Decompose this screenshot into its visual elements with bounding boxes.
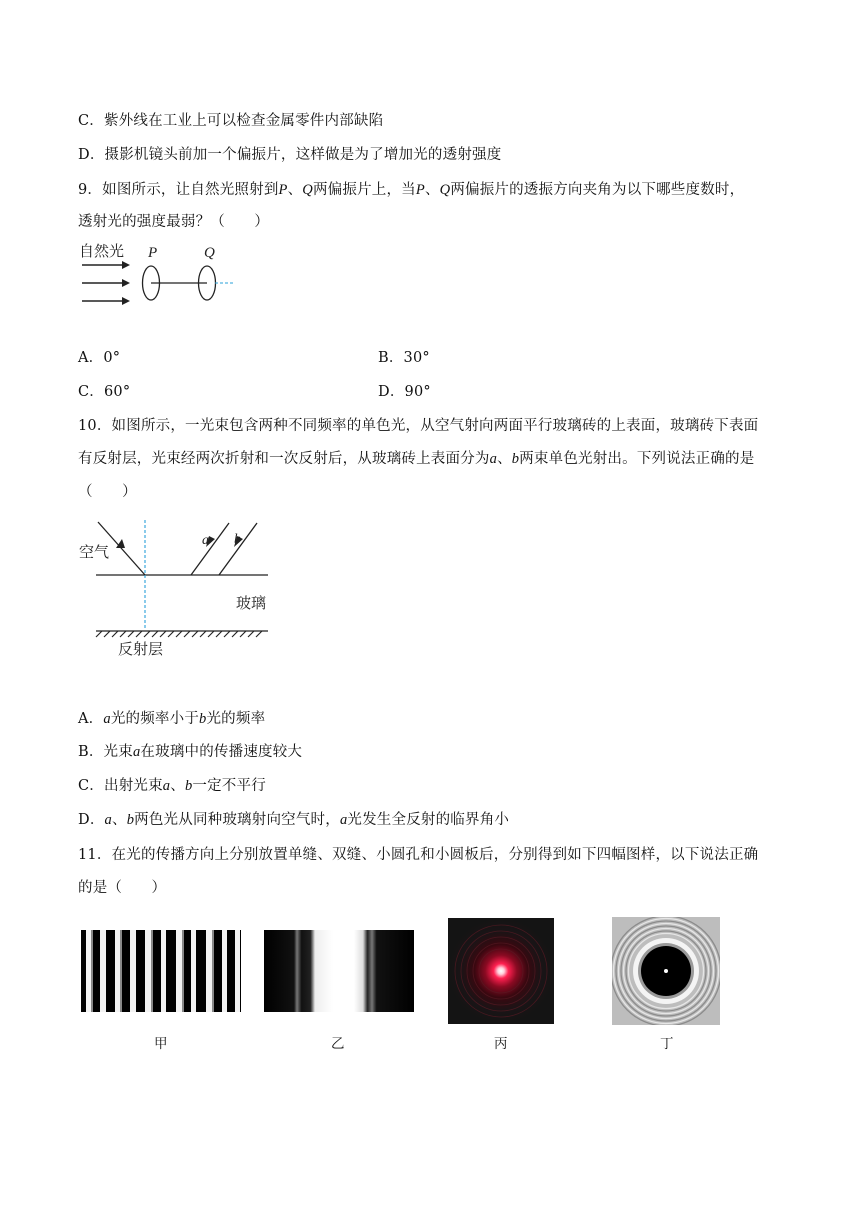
q9-label-p: P <box>148 245 158 261</box>
pattern-jia-image <box>81 930 241 1012</box>
pattern-yi-image <box>264 930 414 1012</box>
caption-yi: 乙 <box>331 1036 345 1052</box>
q10-stem-line3: （ ） <box>78 484 137 500</box>
q10-label-b: b <box>234 532 241 547</box>
q10-label-a: a <box>202 533 209 548</box>
q10-label-reflective-layer: 反射层 <box>118 640 164 658</box>
q8-option-d: D．摄影机镜头前加一个偏振片，这样做是为了增加光的透射强度 <box>78 147 502 163</box>
q10-stem-line2: 有反射层，光束经两次折射和一次反射后，从玻璃砖上表面分为a、b两束单色光射出。下列说法正确的是 <box>78 451 755 467</box>
pattern-bing-image <box>448 918 554 1024</box>
q11-stem-line1: 11．在光的传播方向上分别放置单缝、双缝、小圆孔和小圆板后，分别得到如下四幅图样，以下说法正确 <box>78 847 759 863</box>
q10-option-b: B．光束a在玻璃中的传播速度较大 <box>78 744 303 760</box>
q10-label-air: 空气 <box>79 543 110 561</box>
q9-label-natural-light: 自然光 <box>79 242 125 260</box>
caption-jia: 甲 <box>154 1036 168 1052</box>
q8-option-c: C．紫外线在工业上可以检查金属零件内部缺陷 <box>78 113 384 129</box>
q10-glass-figure <box>76 515 276 660</box>
q9-polarizer-figure <box>76 240 236 306</box>
q9-option-b: B．30° <box>378 350 430 366</box>
q9-option-a: A．0° <box>78 350 121 366</box>
q10-stem-line1: 10．如图所示，一光束包含两种不同频率的单色光，从空气射向两面平行玻璃砖的上表面，玻璃砖下表面 <box>78 418 759 434</box>
q10-option-c: C．出射光束a、b一定不平行 <box>78 778 266 794</box>
q11-stem-line2: 的是（ ） <box>78 880 167 896</box>
caption-ding: 丁 <box>660 1036 674 1052</box>
caption-bing: 丙 <box>494 1036 508 1052</box>
q9-option-c: C．60° <box>78 384 131 400</box>
q10-option-a: A．a光的频率小于b光的频率 <box>78 711 266 727</box>
q9-label-q: Q <box>204 245 215 261</box>
q9-stem-line2: 透射光的强度最弱？（ ） <box>78 214 270 230</box>
q10-option-d: D．a、b两色光从同种玻璃射向空气时，a光发生全反射的临界角小 <box>78 812 510 828</box>
q9-stem-line1: 9．如图所示，让自然光照射到P、Q两偏振片上，当P、Q两偏振片的透振方向夹角为以下哪些度数时， <box>78 182 745 198</box>
pattern-ding-image <box>612 917 720 1025</box>
q9-option-d: D．90° <box>378 384 431 400</box>
q10-label-glass: 玻璃 <box>236 594 267 612</box>
